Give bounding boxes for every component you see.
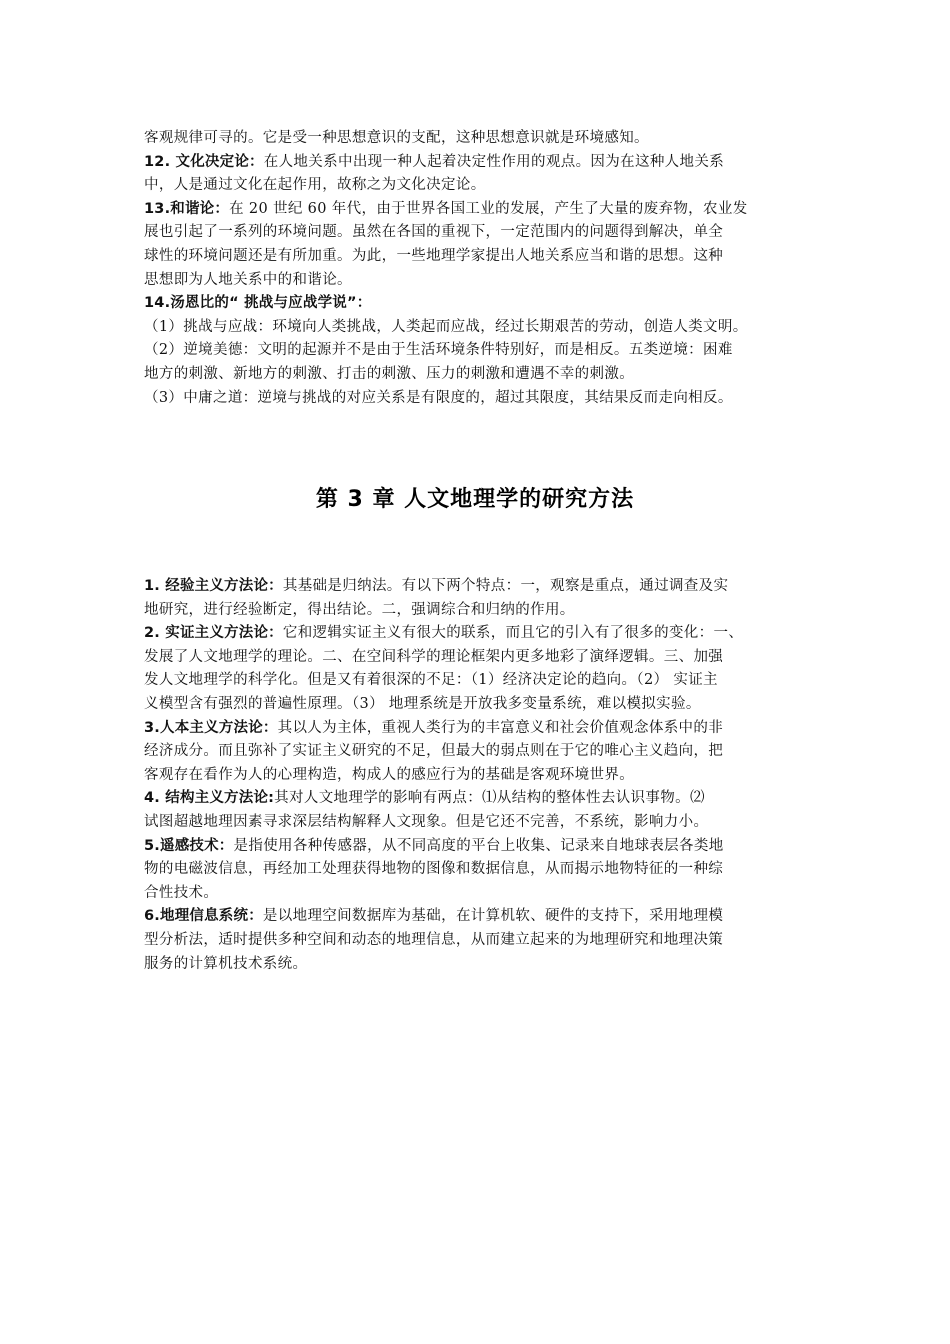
body-text: 物的电磁波信息，再经加工处理获得地物的图像和数据信息，从而揭示地物特征的一种综 xyxy=(144,861,724,878)
body-text: 其基础是归纳法。有以下两个特点：一，观察是重点，通过调查及实 xyxy=(282,578,729,594)
chapter-title: 第 3 章 人文地理学的研究方法 xyxy=(315,487,635,512)
body-text: 试图超越地理因素寻求深层结构解释人文现象。但是它还不完善，不系统，影响力小。 xyxy=(144,813,709,830)
term-heading: 12. 文化决定论： xyxy=(144,153,264,170)
body-text: 客观规律可寻的。它是受一种思想意识的支配，这种思想意识就是环境感知。 xyxy=(144,130,649,146)
bottom-text-line xyxy=(144,622,824,646)
body-text: 是指使用各种传感器，从不同高度的平台上收集、记录来自地球表层各类地 xyxy=(233,837,724,854)
bottom-text-line xyxy=(144,575,824,599)
bottom-text-line xyxy=(144,693,824,717)
term-heading: 13.和谐论： xyxy=(144,200,230,217)
body-text: （1）挑战与应战：环境向人类挑战，人类起而应战，经过长期艰苦的劳动，创造人类文明。 xyxy=(144,318,748,335)
bottom-text-line xyxy=(144,787,824,811)
body-text: 地研究，进行经验断定，得出结论。二，强调综合和归纳的作用。 xyxy=(144,601,575,618)
body-text: 中，人是通过文化在起作用，故称之为文化决定论。 xyxy=(144,177,486,194)
body-text: 经济成分。而且弥补了实证主义研究的不足，但最大的弱点则在于它的唯心主义趋向，把 xyxy=(144,743,724,760)
body-text: 球性的环境问题还是有所加重。为此，一些地理学家提出人地关系应当和谐的思想。这种 xyxy=(144,247,724,264)
body-text: 发人文地理学的科学化。但是又有着很深的不足：（1）经济决定论的趋向。（2） 实证主 xyxy=(144,672,718,689)
top-text-line xyxy=(144,292,824,316)
top-text-line xyxy=(144,221,824,245)
term-heading: 5.遥感技术： xyxy=(144,837,234,854)
top-text-line xyxy=(144,387,824,411)
body-text: 在人地关系中出现一种人起着决定性作用的观点。因为在这种人地关系 xyxy=(263,153,725,170)
bottom-text-line xyxy=(144,646,824,670)
top-text-line xyxy=(144,269,824,293)
bottom-text-line xyxy=(144,811,824,835)
body-text: 发展了人文地理学的理论。二、在空间科学的理论框架内更多地彩了演绎逻辑。三、加强 xyxy=(144,648,724,665)
body-text: 服务的计算机技术系统。 xyxy=(144,955,308,972)
top-text-line xyxy=(144,174,824,198)
term-heading: 4. 结构主义方法论: xyxy=(144,790,275,807)
body-text: 地方的刺激、新地方的刺激、打击的刺激、压力的刺激和遭遇不幸的刺激。 xyxy=(144,365,635,382)
top-text-line xyxy=(144,316,824,340)
top-text-line xyxy=(144,339,824,363)
body-text: 型分析法，适时提供多种空间和动态的地理信息，从而建立起来的为地理研究和地理决策 xyxy=(144,931,724,948)
body-text: 展也引起了一系列的环境问题。虽然在各国的重视下，一定范围内的问题得到解决，单全 xyxy=(144,224,724,241)
bottom-text-line xyxy=(144,882,824,906)
body-text: （3）中庸之道：逆境与挑战的对应关系是有限度的，超过其限度，其结果反而走向相反。 xyxy=(144,389,733,406)
body-text: 其以人为主体，重视人类行为的丰富意义和社会价值观念体系中的非 xyxy=(277,719,724,736)
bottom-text-line xyxy=(144,764,824,788)
body-text: 思想即为人地关系中的和谐论。 xyxy=(144,271,352,288)
paragraph-block-bottom xyxy=(144,575,824,976)
bottom-text-line xyxy=(144,717,824,741)
body-text: （2）逆境美德：文明的起源并不是由于生活环境条件特别好，而是相反。五类逆境：困难 xyxy=(144,342,733,359)
top-text-line xyxy=(144,363,824,387)
bottom-text-line xyxy=(144,669,824,693)
body-text: 在 20 世纪 60 年代，由于世界各国工业的发展，产生了大量的废弃物，农业发 xyxy=(229,200,748,217)
body-text: 其对人文地理学的影响有两点：⑴从结构的整体性去认识事物。⑵ xyxy=(274,790,705,807)
bottom-text-line xyxy=(144,740,824,764)
term-heading: 6.地理信息系统： xyxy=(144,908,263,925)
body-text: 它和逻辑实证主义有很大的联系，而且它的引入有了很多的变化：一、 xyxy=(282,625,744,642)
term-heading: 1. 经验主义方法论： xyxy=(144,578,283,594)
body-text: 合性技术。 xyxy=(144,884,219,901)
top-text-line xyxy=(144,151,824,175)
bottom-text-line xyxy=(144,858,824,882)
bottom-text-line xyxy=(144,835,824,859)
bottom-text-line xyxy=(144,929,824,953)
top-text-line xyxy=(144,245,824,269)
top-text-line xyxy=(144,198,824,222)
term-heading: 3.人本主义方法论： xyxy=(144,719,278,736)
body-text: 客观存在看作为人的心理构造，构成人的感应行为的基础是客观环境世界。 xyxy=(144,766,635,783)
body-text: 是以地理空间数据库为基础，在计算机软、硬件的支持下，采用地理模 xyxy=(262,908,724,925)
bottom-text-line xyxy=(144,953,824,977)
top-text-line xyxy=(144,127,824,151)
paragraph-block-top xyxy=(144,127,824,410)
term-heading: 14.汤恩比的“ 挑战与应战学说”： xyxy=(144,295,372,312)
body-text: 义模型含有强烈的普遍性原理。（3） 地理系统是开放我多变量系统，难以模拟实验。 xyxy=(144,695,701,712)
bottom-text-line xyxy=(144,905,824,929)
term-heading: 2. 实证主义方法论： xyxy=(144,625,283,642)
bottom-text-line xyxy=(144,599,824,623)
